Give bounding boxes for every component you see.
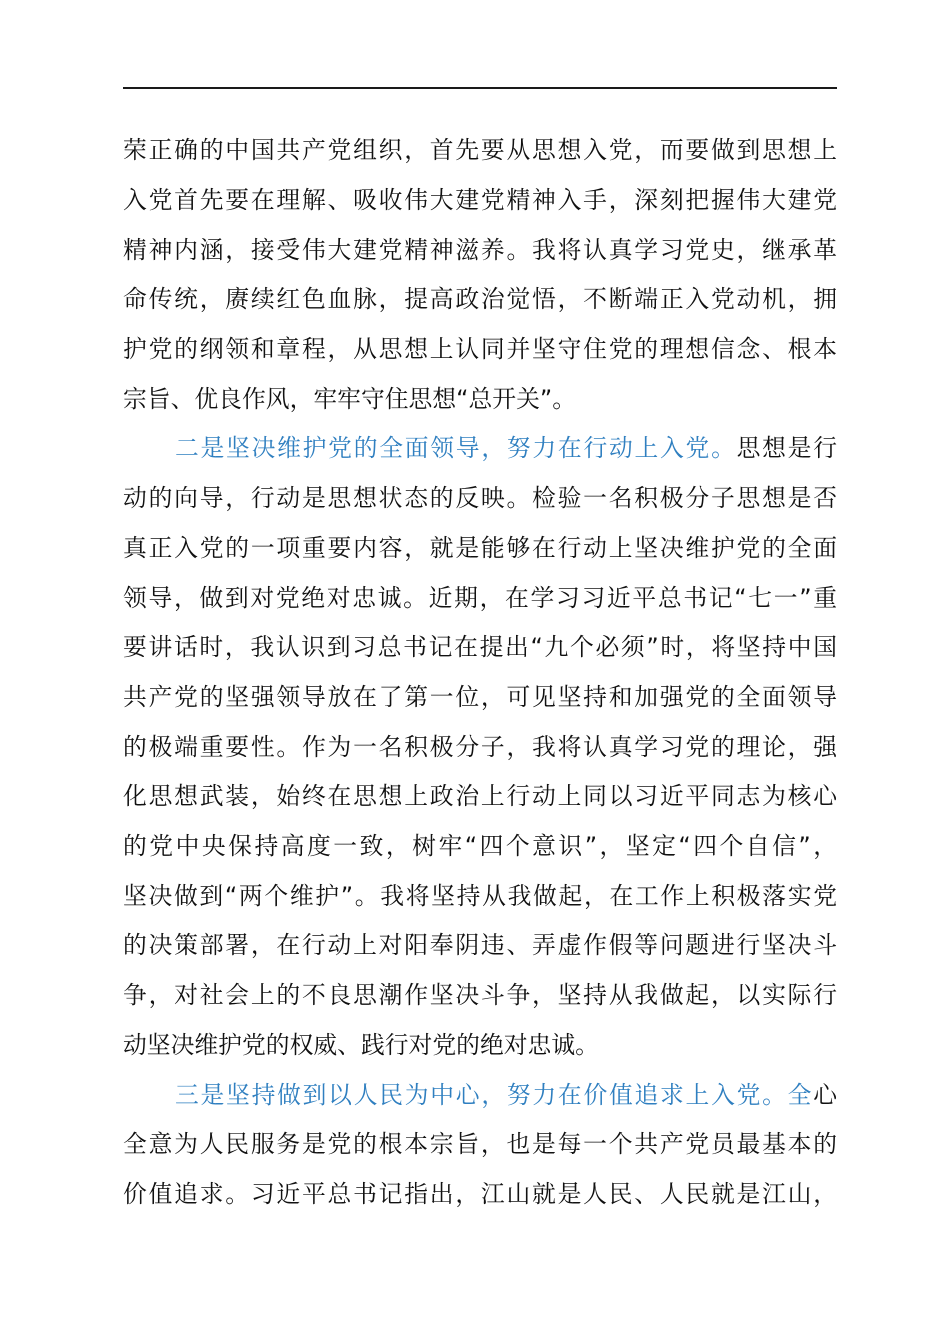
paragraph-3-line-2: 全意为人民服务是党的根本宗旨，也是每一个共产党员最基本的 <box>123 1130 837 1158</box>
paragraph-1-line-2: 入党首先要在理解、吸收伟大建党精神入手，深刻把握伟大建党 <box>123 186 837 214</box>
paragraph-2-first-rest: 思想是行 <box>736 434 837 462</box>
paragraph-1-line-4: 命传统，赓续红色血脉，提高政治觉悟，不断端正入党动机，拥 <box>123 285 837 313</box>
paragraph-2-line-13: 动坚决维护党的权威、践行对党的绝对忠诚。 <box>123 1031 599 1059</box>
paragraph-2-line-6: 共产党的坚强领导放在了第一位，可见坚持和加强党的全面领导 <box>123 683 837 711</box>
paragraph-3-line-3: 价值追求。习近平总书记指出，江山就是人民、人民就是江山， <box>123 1180 837 1208</box>
paragraph-2-line-9: 的党中央保持高度一致，树牢“四个意识”，坚定“四个自信”， <box>123 832 837 860</box>
paragraph-2-line-3: 真正入党的一项重要内容，就是能够在行动上坚决维护党的全面 <box>123 534 837 562</box>
paragraph-2-line-8: 化思想武装，始终在思想上政治上行动上同以习近平同志为核心 <box>123 782 837 810</box>
paragraph-2-line-10: 坚决做到“两个维护”。我将坚持从我做起，在工作上积极落实党 <box>123 882 837 910</box>
paragraph-1-line-5: 护党的纲领和章程，从思想上认同并坚守住党的理想信念、根本 <box>123 335 837 363</box>
paragraph-2-line-5: 要讲话时，我认识到习总书记在提出“九个必须”时，将坚持中国 <box>123 633 837 661</box>
paragraph-3-line-1 <box>175 1077 837 1113</box>
paragraph-3-heading: 三是坚持做到以人民为中心，努力在价值追求上入党。全 <box>175 1081 814 1109</box>
paragraph-2-line-4: 领导，做到对党绝对忠诚。近期，在学习习近平总书记“七一”重 <box>123 584 837 612</box>
paragraph-2-heading: 二是坚决维护党的全面领导，努力在行动上入党。 <box>175 434 737 462</box>
paragraph-1-line-3: 精神内涵，接受伟大建党精神滋养。我将认真学习党史，继承革 <box>123 236 837 264</box>
paragraph-1-line-6: 宗旨、优良作风，牢牢守住思想“总开关”。 <box>123 385 576 413</box>
paragraph-2-line-1 <box>175 430 837 466</box>
header-rule <box>123 87 837 89</box>
paragraph-2-line-12: 争，对社会上的不良思潮作坚决斗争，坚持从我做起，以实际行 <box>123 981 837 1009</box>
paragraph-3-first-rest: 心 <box>813 1081 837 1109</box>
paragraph-1-line-1: 荣正确的中国共产党组织，首先要从思想入党，而要做到思想上 <box>123 136 837 164</box>
paragraph-2-line-7: 的极端重要性。作为一名积极分子，我将认真学习党的理论，强 <box>123 733 837 761</box>
paragraph-2-line-11: 的决策部署，在行动上对阳奉阴违、弄虚作假等问题进行坚决斗 <box>123 931 837 959</box>
paragraph-2-line-2: 动的向导，行动是思想状态的反映。检验一名积极分子思想是否 <box>123 484 837 512</box>
